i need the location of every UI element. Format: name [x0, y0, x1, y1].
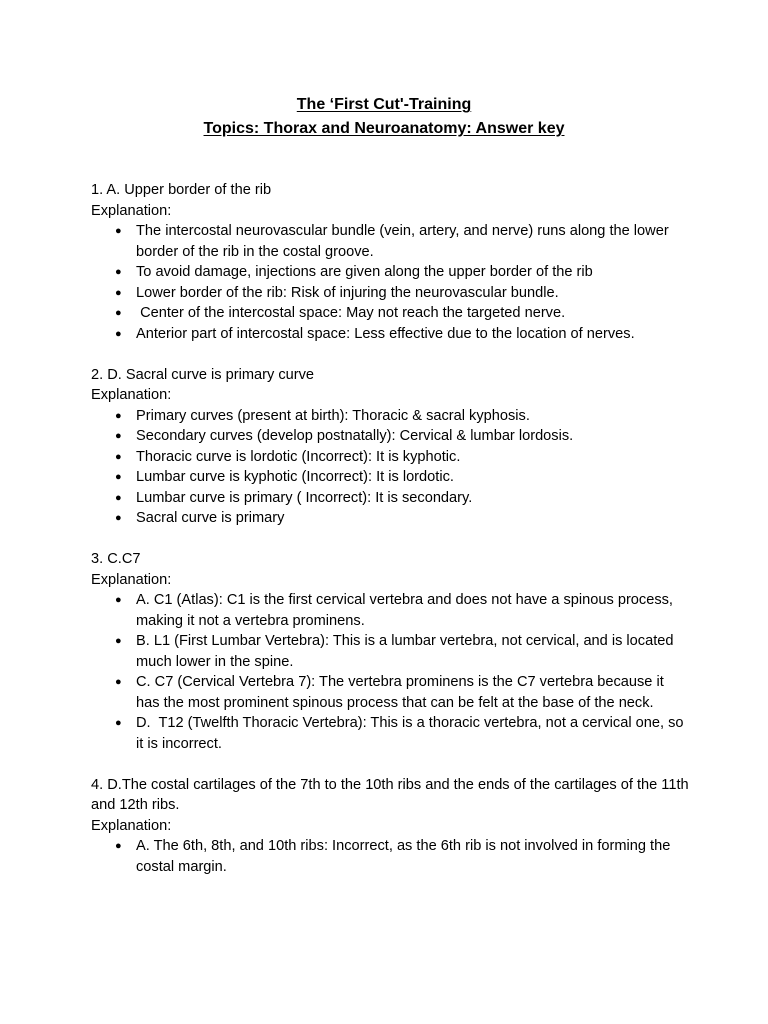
question-answer: 3. C.C7	[91, 551, 141, 567]
list-item-text: Sacral curve is primary	[136, 510, 285, 526]
list-item-text: Lumbar curve is kyphotic (Incorrect): It is lordotic.	[136, 469, 454, 485]
answer-key-content	[91, 180, 691, 898]
list-item	[91, 836, 691, 877]
list-item-text: Anterior part of intercostal space: Less effective due to the location of nerves.	[136, 325, 635, 342]
bullet-icon: ●	[115, 286, 122, 299]
bullet-icon: ●	[115, 594, 122, 606]
list-item-text: Center of the intercostal space: May not reach the targeted nerve.	[136, 305, 566, 321]
bullet-icon: ●	[115, 717, 122, 729]
bullet-icon: ●	[115, 327, 122, 340]
bullet-icon: ●	[115, 225, 122, 237]
document-subtitle: Topics: Thorax and Neuroanatomy: Answer key	[203, 120, 565, 137]
list-item	[91, 590, 691, 631]
list-item-text: A. The 6th, 8th, and 10th ribs: Incorrect, as the 6th rib is not involved in forming the costal margin.	[136, 838, 671, 875]
bullet-icon: ●	[115, 840, 122, 852]
list-item	[91, 283, 691, 304]
list-item-text: Lower border of the rib: Risk of injuring the neurovascular bundle.	[136, 284, 559, 301]
list-item	[91, 631, 691, 672]
explanation-list	[91, 590, 691, 754]
list-item-text: Secondary curves (develop postnatally): Cervical & lumbar lordosis.	[136, 428, 574, 444]
explanation-label: Explanation:	[91, 202, 172, 219]
list-item-text: Primary curves (present at birth): Thoracic & sacral kyphosis.	[136, 407, 530, 424]
list-item	[91, 672, 691, 713]
bullet-icon: ●	[115, 676, 122, 688]
list-item-text: The intercostal neurovascular bundle (vein, artery, and nerve) runs along the lower border of the rib in the costal groove.	[136, 223, 669, 260]
bullet-icon: ●	[115, 430, 122, 442]
explanation-list	[91, 836, 691, 877]
explanation-label: Explanation:	[91, 571, 172, 588]
list-item	[91, 324, 691, 345]
bullet-icon: ●	[115, 512, 122, 524]
list-item	[91, 467, 691, 488]
question-2	[91, 365, 691, 529]
bullet-icon: ●	[115, 491, 122, 504]
question-4	[91, 775, 691, 878]
explanation-label: Explanation:	[91, 817, 172, 834]
bullet-icon: ●	[115, 471, 122, 483]
list-item	[91, 262, 691, 283]
question-1	[91, 180, 691, 344]
bullet-icon: ●	[115, 409, 122, 422]
question-3	[91, 549, 691, 754]
bullet-icon: ●	[115, 635, 122, 647]
document-title: The ‘First Cut'-Training	[296, 96, 472, 113]
list-item	[91, 713, 691, 754]
list-item	[91, 221, 691, 262]
list-item-text: A. C1 (Atlas): C1 is the first cervical vertebra and does not have a spinous process, making it not a vertebra prominens.	[136, 592, 673, 629]
question-answer: 2. D. Sacral curve is primary curve	[91, 366, 315, 383]
list-item-text: To avoid damage, injections are given along the upper border of the rib	[136, 264, 593, 280]
list-item	[91, 488, 691, 509]
list-item	[91, 447, 691, 468]
explanation-list	[91, 406, 691, 529]
bullet-icon: ●	[115, 450, 122, 463]
list-item	[91, 508, 691, 529]
list-item-text: D. T12 (Twelfth Thoracic Vertebra): This is a thoracic vertebra, not a cervical one, so it is incorrect.	[136, 715, 688, 752]
list-item-text: C. C7 (Cervical Vertebra 7): The vertebra prominens is the C7 vertebra because it has the most prominent spinous process that can be felt at the base of the neck.	[136, 674, 664, 711]
list-item	[91, 303, 691, 324]
list-item	[91, 406, 691, 427]
question-answer: 1. A. Upper border of the rib	[91, 182, 272, 198]
list-item-text: Thoracic curve is lordotic (Incorrect): It is kyphotic.	[136, 448, 461, 465]
list-item-text: Lumbar curve is primary ( Incorrect): It is secondary.	[136, 489, 473, 506]
title-block	[0, 93, 768, 141]
explanation-label: Explanation:	[91, 387, 172, 403]
list-item	[91, 426, 691, 447]
bullet-icon: ●	[115, 266, 122, 278]
explanation-list	[91, 221, 691, 344]
bullet-icon: ●	[115, 307, 122, 319]
list-item-text: B. L1 (First Lumbar Vertebra): This is a lumbar vertebra, not cervical, and is located much lower in the spine.	[136, 633, 674, 670]
question-answer: 4. D.The costal cartilages of the 7th to the 10th ribs and the ends of the cartilages of the 11th and 12th ribs.	[91, 776, 689, 813]
